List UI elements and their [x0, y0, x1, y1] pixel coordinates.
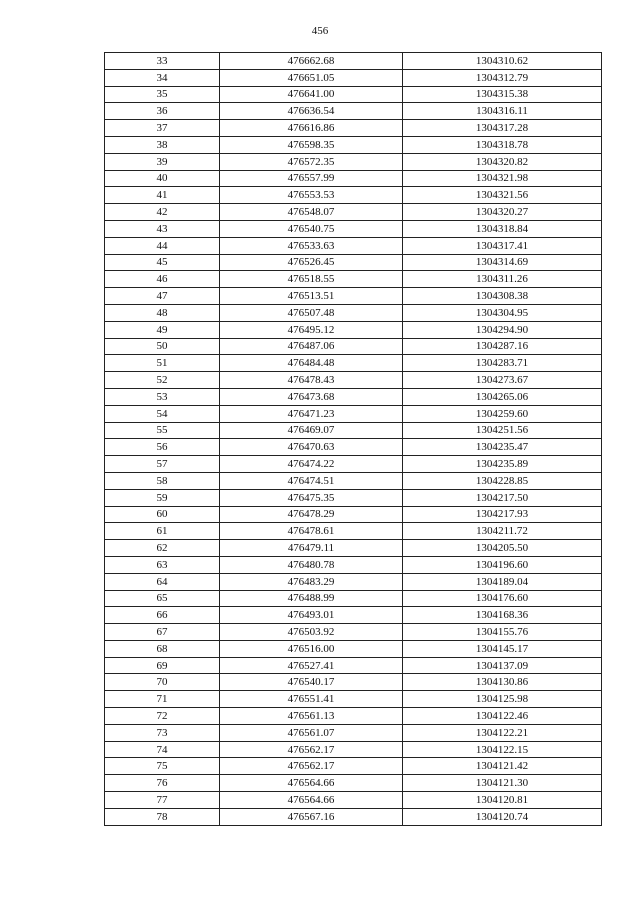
table-row [105, 624, 602, 641]
table-row [105, 288, 602, 305]
x-coordinate-cell: 476475.35 [220, 489, 403, 506]
y-coordinate-cell: 1304125.98 [403, 691, 602, 708]
y-coordinate-cell: 1304308.38 [403, 288, 602, 305]
x-coordinate-cell: 476507.48 [220, 304, 403, 321]
point-number-cell: 66 [105, 607, 220, 624]
x-coordinate-cell: 476469.07 [220, 422, 403, 439]
point-number-cell: 74 [105, 741, 220, 758]
table-row [105, 556, 602, 573]
coordinates-table-body [105, 53, 602, 826]
point-number-cell: 48 [105, 304, 220, 321]
y-coordinate-cell: 1304265.06 [403, 388, 602, 405]
table-row [105, 439, 602, 456]
point-number-cell: 37 [105, 120, 220, 137]
point-number-cell: 78 [105, 808, 220, 825]
table-row [105, 775, 602, 792]
point-number-cell: 64 [105, 573, 220, 590]
coordinates-table [104, 52, 602, 826]
x-coordinate-cell: 476503.92 [220, 624, 403, 641]
point-number-cell: 44 [105, 237, 220, 254]
x-coordinate-cell: 476557.99 [220, 170, 403, 187]
point-number-cell: 52 [105, 372, 220, 389]
y-coordinate-cell: 1304120.74 [403, 808, 602, 825]
x-coordinate-cell: 476487.06 [220, 338, 403, 355]
x-coordinate-cell: 476562.17 [220, 758, 403, 775]
y-coordinate-cell: 1304228.85 [403, 472, 602, 489]
point-number-cell: 60 [105, 506, 220, 523]
y-coordinate-cell: 1304122.15 [403, 741, 602, 758]
table-row [105, 204, 602, 221]
point-number-cell: 70 [105, 674, 220, 691]
y-coordinate-cell: 1304196.60 [403, 556, 602, 573]
x-coordinate-cell: 476526.45 [220, 254, 403, 271]
point-number-cell: 45 [105, 254, 220, 271]
table-row [105, 136, 602, 153]
table-row [105, 86, 602, 103]
x-coordinate-cell: 476527.41 [220, 657, 403, 674]
x-coordinate-cell: 476567.16 [220, 808, 403, 825]
x-coordinate-cell: 476548.07 [220, 204, 403, 221]
point-number-cell: 54 [105, 405, 220, 422]
point-number-cell: 50 [105, 338, 220, 355]
y-coordinate-cell: 1304120.81 [403, 792, 602, 809]
point-number-cell: 47 [105, 288, 220, 305]
point-number-cell: 42 [105, 204, 220, 221]
x-coordinate-cell: 476553.53 [220, 187, 403, 204]
y-coordinate-cell: 1304259.60 [403, 405, 602, 422]
y-coordinate-cell: 1304317.28 [403, 120, 602, 137]
y-coordinate-cell: 1304294.90 [403, 321, 602, 338]
y-coordinate-cell: 1304317.41 [403, 237, 602, 254]
y-coordinate-cell: 1304168.36 [403, 607, 602, 624]
table-row [105, 388, 602, 405]
y-coordinate-cell: 1304310.62 [403, 53, 602, 70]
point-number-cell: 33 [105, 53, 220, 70]
x-coordinate-cell: 476572.35 [220, 153, 403, 170]
x-coordinate-cell: 476540.75 [220, 220, 403, 237]
x-coordinate-cell: 476551.41 [220, 691, 403, 708]
table-row [105, 674, 602, 691]
x-coordinate-cell: 476533.63 [220, 237, 403, 254]
y-coordinate-cell: 1304130.86 [403, 674, 602, 691]
point-number-cell: 51 [105, 355, 220, 372]
table-row [105, 69, 602, 86]
x-coordinate-cell: 476484.48 [220, 355, 403, 372]
y-coordinate-cell: 1304320.82 [403, 153, 602, 170]
x-coordinate-cell: 476478.29 [220, 506, 403, 523]
point-number-cell: 49 [105, 321, 220, 338]
table-row [105, 708, 602, 725]
point-number-cell: 63 [105, 556, 220, 573]
y-coordinate-cell: 1304121.42 [403, 758, 602, 775]
table-row [105, 506, 602, 523]
table-row [105, 489, 602, 506]
y-coordinate-cell: 1304145.17 [403, 640, 602, 657]
y-coordinate-cell: 1304251.56 [403, 422, 602, 439]
table-row [105, 691, 602, 708]
y-coordinate-cell: 1304273.67 [403, 372, 602, 389]
table-row [105, 758, 602, 775]
y-coordinate-cell: 1304155.76 [403, 624, 602, 641]
y-coordinate-cell: 1304283.71 [403, 355, 602, 372]
point-number-cell: 75 [105, 758, 220, 775]
x-coordinate-cell: 476540.17 [220, 674, 403, 691]
point-number-cell: 35 [105, 86, 220, 103]
table-row [105, 640, 602, 657]
x-coordinate-cell: 476478.43 [220, 372, 403, 389]
x-coordinate-cell: 476513.51 [220, 288, 403, 305]
table-row [105, 456, 602, 473]
table-row [105, 220, 602, 237]
table-row [105, 304, 602, 321]
table-row [105, 405, 602, 422]
x-coordinate-cell: 476474.51 [220, 472, 403, 489]
point-number-cell: 76 [105, 775, 220, 792]
table-row [105, 372, 602, 389]
point-number-cell: 36 [105, 103, 220, 120]
y-coordinate-cell: 1304315.38 [403, 86, 602, 103]
table-row [105, 338, 602, 355]
table-row [105, 237, 602, 254]
point-number-cell: 53 [105, 388, 220, 405]
table-row [105, 523, 602, 540]
table-row [105, 657, 602, 674]
y-coordinate-cell: 1304121.30 [403, 775, 602, 792]
y-coordinate-cell: 1304312.79 [403, 69, 602, 86]
point-number-cell: 40 [105, 170, 220, 187]
table-row [105, 808, 602, 825]
point-number-cell: 61 [105, 523, 220, 540]
y-coordinate-cell: 1304287.16 [403, 338, 602, 355]
y-coordinate-cell: 1304321.56 [403, 187, 602, 204]
x-coordinate-cell: 476662.68 [220, 53, 403, 70]
x-coordinate-cell: 476471.23 [220, 405, 403, 422]
x-coordinate-cell: 476564.66 [220, 792, 403, 809]
y-coordinate-cell: 1304217.50 [403, 489, 602, 506]
y-coordinate-cell: 1304314.69 [403, 254, 602, 271]
x-coordinate-cell: 476478.61 [220, 523, 403, 540]
table-row [105, 422, 602, 439]
y-coordinate-cell: 1304205.50 [403, 540, 602, 557]
table-row [105, 607, 602, 624]
x-coordinate-cell: 476473.68 [220, 388, 403, 405]
x-coordinate-cell: 476616.86 [220, 120, 403, 137]
page-number: 456 [311, 25, 329, 37]
x-coordinate-cell: 476479.11 [220, 540, 403, 557]
x-coordinate-cell: 476518.55 [220, 271, 403, 288]
x-coordinate-cell: 476495.12 [220, 321, 403, 338]
point-number-cell: 34 [105, 69, 220, 86]
point-number-cell: 39 [105, 153, 220, 170]
point-number-cell: 59 [105, 489, 220, 506]
table-row [105, 741, 602, 758]
table-row [105, 254, 602, 271]
point-number-cell: 62 [105, 540, 220, 557]
point-number-cell: 57 [105, 456, 220, 473]
table-row [105, 153, 602, 170]
x-coordinate-cell: 476480.78 [220, 556, 403, 573]
y-coordinate-cell: 1304137.09 [403, 657, 602, 674]
point-number-cell: 68 [105, 640, 220, 657]
table-row [105, 187, 602, 204]
point-number-cell: 43 [105, 220, 220, 237]
y-coordinate-cell: 1304122.21 [403, 724, 602, 741]
x-coordinate-cell: 476470.63 [220, 439, 403, 456]
table-row [105, 472, 602, 489]
point-number-cell: 67 [105, 624, 220, 641]
y-coordinate-cell: 1304235.47 [403, 439, 602, 456]
table-row [105, 53, 602, 70]
table-row [105, 170, 602, 187]
point-number-cell: 58 [105, 472, 220, 489]
table-row [105, 120, 602, 137]
x-coordinate-cell: 476561.07 [220, 724, 403, 741]
table-row [105, 540, 602, 557]
y-coordinate-cell: 1304320.27 [403, 204, 602, 221]
x-coordinate-cell: 476561.13 [220, 708, 403, 725]
table-row [105, 573, 602, 590]
x-coordinate-cell: 476598.35 [220, 136, 403, 153]
x-coordinate-cell: 476516.00 [220, 640, 403, 657]
y-coordinate-cell: 1304176.60 [403, 590, 602, 607]
y-coordinate-cell: 1304235.89 [403, 456, 602, 473]
x-coordinate-cell: 476562.17 [220, 741, 403, 758]
y-coordinate-cell: 1304304.95 [403, 304, 602, 321]
point-number-cell: 69 [105, 657, 220, 674]
table-row [105, 321, 602, 338]
table-row [105, 355, 602, 372]
table-row [105, 590, 602, 607]
point-number-cell: 46 [105, 271, 220, 288]
y-coordinate-cell: 1304217.93 [403, 506, 602, 523]
point-number-cell: 73 [105, 724, 220, 741]
table-row [105, 724, 602, 741]
point-number-cell: 41 [105, 187, 220, 204]
point-number-cell: 65 [105, 590, 220, 607]
table-row [105, 792, 602, 809]
y-coordinate-cell: 1304211.72 [403, 523, 602, 540]
point-number-cell: 72 [105, 708, 220, 725]
point-number-cell: 38 [105, 136, 220, 153]
x-coordinate-cell: 476474.22 [220, 456, 403, 473]
point-number-cell: 56 [105, 439, 220, 456]
y-coordinate-cell: 1304311.26 [403, 271, 602, 288]
y-coordinate-cell: 1304316.11 [403, 103, 602, 120]
x-coordinate-cell: 476564.66 [220, 775, 403, 792]
y-coordinate-cell: 1304122.46 [403, 708, 602, 725]
point-number-cell: 55 [105, 422, 220, 439]
x-coordinate-cell: 476641.00 [220, 86, 403, 103]
x-coordinate-cell: 476488.99 [220, 590, 403, 607]
y-coordinate-cell: 1304189.04 [403, 573, 602, 590]
y-coordinate-cell: 1304318.84 [403, 220, 602, 237]
table-row [105, 103, 602, 120]
x-coordinate-cell: 476493.01 [220, 607, 403, 624]
y-coordinate-cell: 1304318.78 [403, 136, 602, 153]
point-number-cell: 77 [105, 792, 220, 809]
x-coordinate-cell: 476483.29 [220, 573, 403, 590]
x-coordinate-cell: 476636.54 [220, 103, 403, 120]
y-coordinate-cell: 1304321.98 [403, 170, 602, 187]
table-row [105, 271, 602, 288]
x-coordinate-cell: 476651.05 [220, 69, 403, 86]
point-number-cell: 71 [105, 691, 220, 708]
